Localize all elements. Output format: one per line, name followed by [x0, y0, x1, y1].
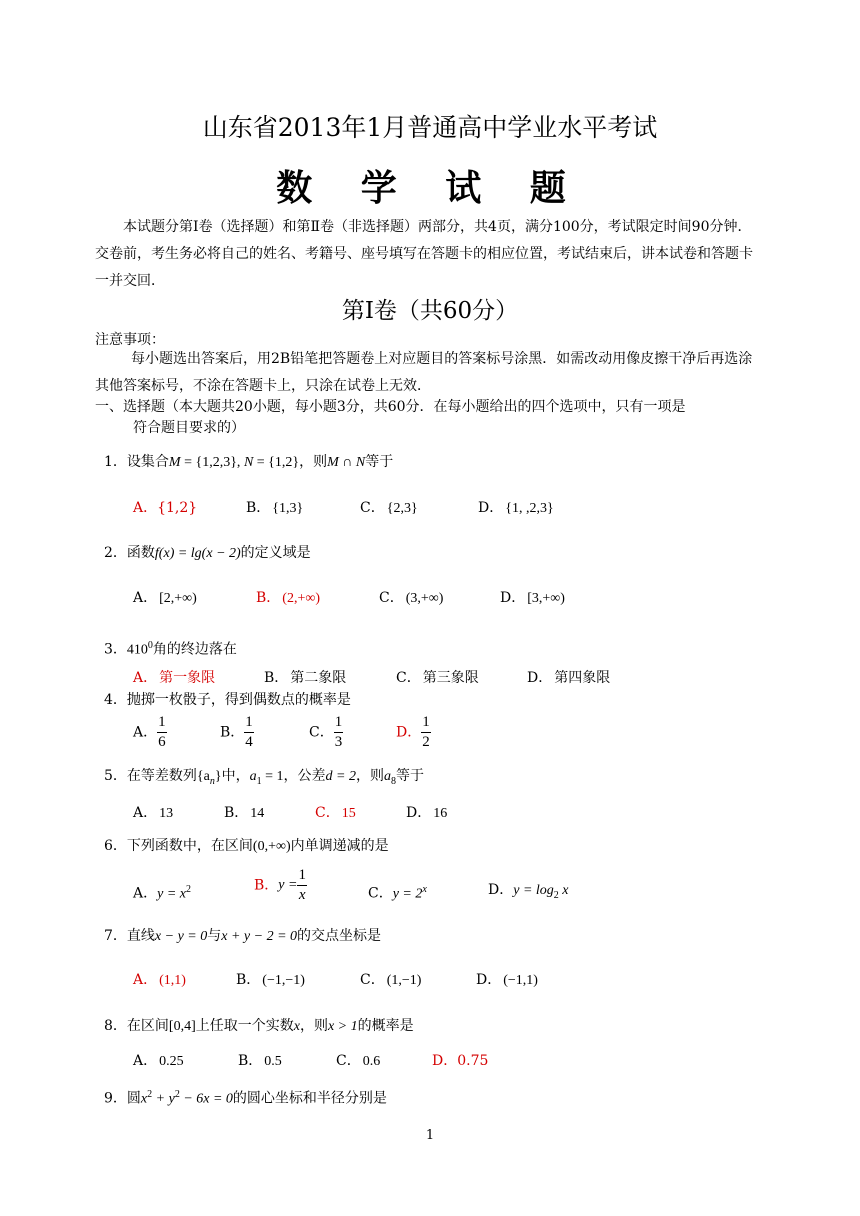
- question-9: 9．圆$x^2 + y^2 - 6x = 0$的圆心坐标和半径分别是: [104, 1089, 387, 1107]
- intro-paragraph: 本试题分第Ⅰ卷（选择题）和第Ⅱ卷（非选择题）两部分，共4页，满分100分，考试限定时间90分钟．交卷前，考生务必将自己的姓名、考籍号、座号填写在答题卡的相应位置，考试结束后，讲本试卷和答题卡一并交回．: [95, 219, 753, 289]
- q1-option-b: B． {1,3}: [246, 500, 304, 516]
- question-7: 7．直线x − y = 0与x + y − 2 = 0的交点坐标是: [104, 928, 382, 944]
- q8-option-a: A． 0.25: [133, 1053, 184, 1069]
- section-title: 第Ⅰ卷（共60分）: [341, 298, 519, 324]
- q4-option-d: D． $\frac{1}{2}$: [396, 714, 430, 750]
- exam-title: 山东省2013年1月普通高中学业水平考试: [202, 113, 658, 142]
- q2-option-c: C． (3,+∞): [379, 590, 444, 606]
- question-6: 6．下列函数中，在区间(0,+∞)内单调递减的是: [104, 838, 389, 854]
- q6-option-a: A．$y = x^2$: [133, 884, 191, 902]
- question-2: 2．函数f(x) = lg(x − 2)的定义域是: [104, 545, 311, 561]
- question-3: 3．$410^0$角的终边落在: [104, 640, 237, 658]
- q4-option-a: A． $\frac{1}{6}$: [133, 714, 166, 750]
- q5-option-d: D． 16: [406, 805, 448, 821]
- q2-option-d: D． [3,+∞): [500, 590, 565, 606]
- q7-option-b: B． (−1,−1): [236, 972, 305, 988]
- question-1: 1．设集合M = {1,2,3}, N = {1,2}，则M ∩ N等于: [104, 454, 394, 470]
- q3-option-b: B． 第二象限: [264, 670, 347, 686]
- part-title-line1: 一、选择题（本大题共20小题，每小题3分，共60分．在每小题给出的四个选项中，只有一项是: [95, 399, 686, 415]
- question-8: 8．在区间[0,4]上任取一个实数x，则x > 1的概率是: [104, 1018, 414, 1034]
- notice-text: 每小题选出答案后，用2B铅笔把答题卷上对应题目的答案标号涂黑．如需改动用像皮擦干净后再选涂其他答案标号，不涂在答题卡上，只涂在试卷上无效．: [95, 351, 753, 394]
- q4-option-c: C． $\frac{1}{3}$: [309, 714, 343, 750]
- page-number: 1: [425, 1128, 435, 1143]
- q7-option-d: D． (−1,1): [476, 972, 538, 988]
- q6-option-c: C．$y = 2^x$: [368, 884, 427, 902]
- q3-option-d: D． 第四象限: [527, 670, 611, 686]
- part-title-line2: 符合题目要求的）: [133, 420, 245, 436]
- q1-option-d: D． {1, ,2,3}: [478, 500, 554, 516]
- q4-option-b: B． $\frac{1}{4}$: [220, 714, 253, 750]
- q8-option-c: C． 0.6: [336, 1053, 381, 1069]
- q5-option-c: C． 15: [315, 805, 356, 821]
- q6-option-b: B．y = $\frac{1}{x}$: [254, 867, 306, 903]
- q8-option-b: B． 0.5: [238, 1053, 282, 1069]
- q7-option-a: A． (1,1): [133, 972, 186, 988]
- q7-option-c: C． (1,−1): [360, 972, 422, 988]
- q6-option-d: D．$y = \log_2 x$: [488, 882, 569, 901]
- q2-option-b: B． (2,+∞): [256, 590, 320, 606]
- q3-option-c: C． 第三象限: [396, 670, 479, 686]
- q8-option-d: D．0.75: [432, 1053, 489, 1069]
- q3-option-a: A． 第一象限: [133, 670, 216, 686]
- q1-option-c: C． {2,3}: [360, 500, 418, 516]
- question-5: 5．在等差数列$\{a_n\}$中，$a_1 = 1$，公差d = 2，则$a_8$等于: [104, 768, 424, 787]
- q2-option-a: A． [2,+∞): [133, 590, 197, 606]
- notice-label: 注意事项：: [95, 332, 165, 348]
- q5-option-a: A． 13: [133, 805, 174, 821]
- q5-option-b: B． 14: [224, 805, 265, 821]
- subject-title: 数 学 试 题: [276, 168, 584, 209]
- q1-option-a: A．{1,2}: [133, 500, 198, 516]
- question-4: 4．抛掷一枚骰子，得到偶数点的概率是: [104, 692, 351, 708]
